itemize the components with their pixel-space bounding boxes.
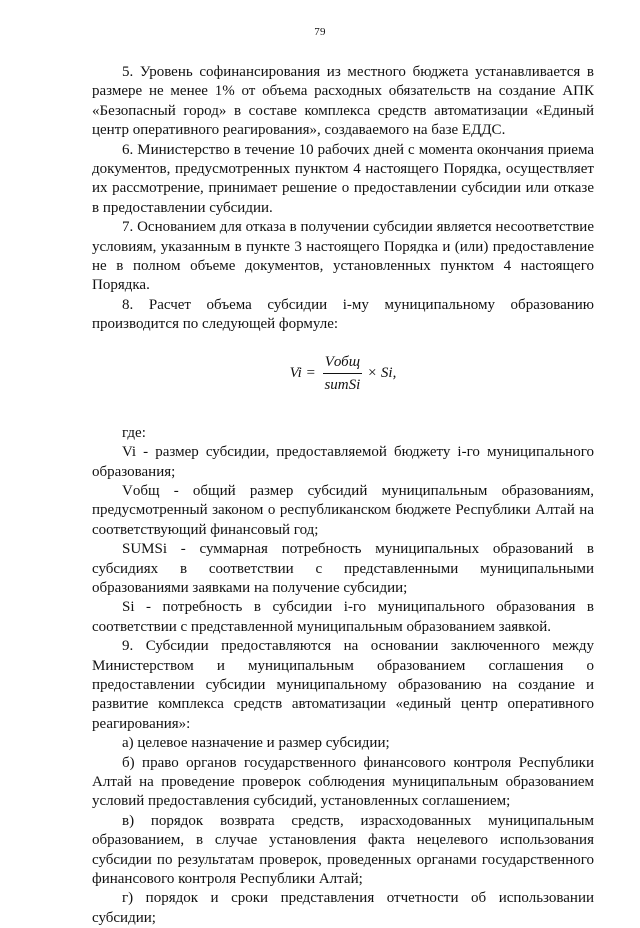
subsidy-formula <box>92 353 594 394</box>
paragraph-item-5: 5. Уровень софинансирования из местного бюджета устанавливается в размере не менее 1% от объема расходных обязательств на создание АПК «Безопасный город» в составе комплекса средств автоматизации «Единый центр оперативного реагирования», создаваемого на базе ЕДДС. <box>92 64 594 139</box>
definition-vobsch: Vобщ - общий размер субсидий муниципальным образованиям, предусмотренный законом о республиканском бюджете Республики Алтай на соответствующий финансовый год; <box>92 482 594 538</box>
subitem-a: а) целевое назначение и размер субсидии; <box>122 735 390 752</box>
subitem-v: в) порядок возврата средств, израсходованных муниципальным образованием, в случае установления факта нецелевого использования субсидии по результатам проверок, проведенных органами государственного финансового контроля Республики Алтай; <box>92 812 594 888</box>
definition-si: Si - потребность в субсидии i-го муниципального образования в соответствии с представленной муниципальным образованием заявкой. <box>92 599 594 635</box>
page-number: 79 <box>314 26 326 38</box>
definition-sumsi: SUMSi - суммарная потребность муниципальных образований в субсидиях в соответствии с представленными муниципальными образованиями заявками на получение субсидии; <box>92 541 594 596</box>
where-label: где: <box>122 424 146 441</box>
paragraph-item-7: 7. Основанием для отказа в получении субсидии является несоответствие условиям, указанным в пункте 3 настоящего Порядка и (или) предоставление не в полном объеме документов, установленных пунктом 4 настоящего Порядка. <box>92 219 594 294</box>
paragraph-item-9: 9. Субсидии предоставляются на основании заключенного между Министерством и муниципальным образованием соглашения о предоставлении субсидии муниципальному образованию на создание и развитие комплекса средств автоматизации «единый центр оперативного реагирования»: <box>92 638 594 732</box>
definition-vi: Vi - размер субсидии, предоставляемой бюджету i-го муниципального образования; <box>92 444 594 480</box>
document-body <box>92 63 594 928</box>
formula-rhs: × Si, <box>367 364 397 381</box>
formula-lhs: Vi = <box>289 364 316 381</box>
formula-fraction <box>323 353 362 394</box>
formula-numerator: Vобщ <box>323 353 362 374</box>
subitem-b: б) право органов государственного финансового контроля Республики Алтай на проведение проверок соблюдения муниципальным образованием условий предоставления субсидий, установленных соглашением; <box>92 754 594 810</box>
paragraph-item-6: 6. Министерство в течение 10 рабочих дней с момента окончания приема документов, предусмотренных пунктом 4 настоящего Порядка, осуществляет их рассмотрение, принимает решение о предоставлении субсидии или отказе в предоставлении субсидии. <box>92 141 594 216</box>
paragraph-item-8: 8. Расчет объема субсидии i-му муниципальному образованию производится по следующей формуле: <box>92 296 594 333</box>
subitem-g: г) порядок и сроки представления отчетности об использовании субсидии; <box>92 890 594 926</box>
formula-denominator: sumSi <box>324 376 361 393</box>
